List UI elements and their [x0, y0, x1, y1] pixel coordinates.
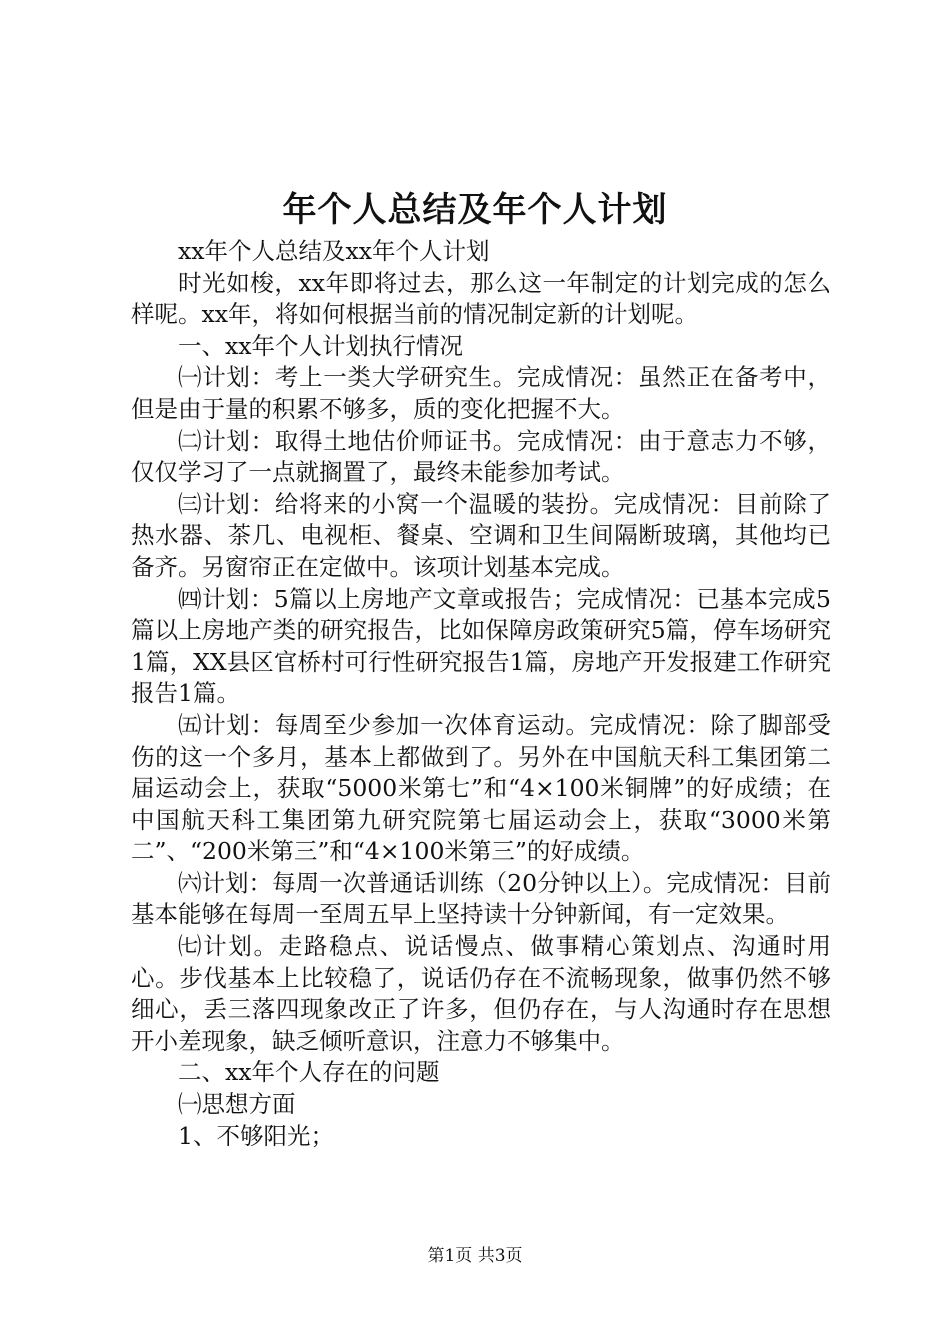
paragraph-plan-2: ㈡计划：取得土地估价师证书。完成情况：由于意志力不够，仅仅学习了一点就搁置了，最终未能参加考试。	[131, 426, 831, 487]
paragraph-plan-4: ㈣计划：5篇以上房地产文章或报告；完成情况：已基本完成5篇以上房地产类的研究报告，比如保障房政策研究5篇，停车场研究1篇，XX县区官桥村可行性研究报告1篇，房地产开发报建工作研究报告1篇。	[131, 584, 831, 708]
document-body	[131, 236, 831, 1152]
paragraph-intro: 时光如梭，xx年即将过去，那么这一年制定的计划完成的怎么样呢。xx年，将如何根据当前的情况制定新的计划呢。	[131, 268, 831, 329]
list-item: 1、不够阳光；	[178, 1121, 334, 1150]
document-title: 年个人总结及年个人计划	[282, 190, 668, 230]
page-number-footer: 第1页 共3页	[427, 1246, 523, 1266]
paragraph-plan-3: ㈢计划：给将来的小窝一个温暖的装扮。完成情况：目前除了热水器、茶几、电视柜、餐桌、空调和卫生间隔断玻璃，其他均已备齐。另窗帘正在定做中。该项计划基本完成。	[131, 489, 831, 581]
paragraph-plan-7: ㈦计划。走路稳点、说话慢点、做事精心策划点、沟通时用心。步伐基本上比较稳了，说话仍存在不流畅现象，做事仍然不够细心，丢三落四现象改正了许多，但仍存在，与人沟通时存在思想开小差现象，缺乏倾听意识，注意力不够集中。	[131, 932, 831, 1055]
section-heading-1: 一、xx年个人计划执行情况	[178, 331, 464, 360]
paragraph-plan-5: ㈤计划：每周至少参加一次体育运动。完成情况：除了脚部受伤的这一个多月，基本上都做到了。另外在中国航天科工集团第二届运动会上，获取“5000米第七”和“4×100米铜牌”的好成绩；在中国航天科工集团第九研究院第七届运动会上，获取“3000米第二”、“200米第三”和“4×100米第三”的好成绩。	[131, 710, 831, 866]
subsection-heading: ㈠思想方面	[178, 1090, 296, 1119]
paragraph-subtitle: xx年个人总结及xx年个人计划	[178, 237, 490, 265]
paragraph-plan-6: ㈥计划：每周一次普通话训练（20分钟以上）。完成情况：目前基本能够在每周一至周五早上坚持读十分钟新闻，有一定效果。	[131, 868, 831, 929]
paragraph-plan-1: ㈠计划：考上一类大学研究生。完成情况：虽然正在备考中，但是由于量的积累不够多，质的变化把握不大。	[131, 363, 831, 423]
section-heading-2: 二、xx年个人存在的问题	[178, 1058, 440, 1087]
